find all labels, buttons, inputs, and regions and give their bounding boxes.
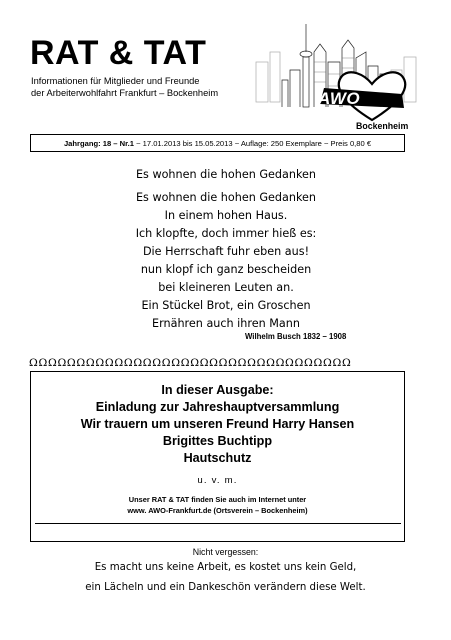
poem-line: bei kleineren Leuten an. bbox=[158, 281, 294, 294]
omega-divider: ΩΩΩΩΩΩΩΩΩΩΩΩΩΩΩΩΩΩΩΩΩΩΩΩΩΩΩΩΩΩΩΩΩΩ bbox=[29, 357, 352, 369]
contents-heading: In dieser Ausgabe: bbox=[161, 383, 274, 397]
newsletter-title: RAT & TAT bbox=[30, 34, 207, 72]
contents-item: Wir trauern um unseren Freund Harry Hansen bbox=[80, 417, 355, 431]
poem-line: Ernähren auch ihren Mann bbox=[152, 317, 300, 330]
poem-line: Ein Stückel Brot, ein Groschen bbox=[141, 299, 311, 312]
issue-number: Jahrgang: 18 – Nr.1 bbox=[63, 139, 134, 148]
closing-line-1: Es macht uns keine Arbeit, es kostet uns kein Geld, bbox=[94, 562, 357, 573]
contents-item: Brigittes Buchtipp bbox=[162, 434, 273, 448]
internet-notice: Unser RAT & TAT finden Sie auch im Internet unter bbox=[128, 495, 307, 504]
poem-heading: Es wohnen die hohen Gedanken bbox=[135, 168, 316, 181]
issue-info-bar bbox=[30, 134, 405, 152]
poem-line: Ich klopfte, doch immer hieß es: bbox=[135, 227, 317, 240]
poem-line: In einem hohen Haus. bbox=[164, 209, 288, 222]
awo-logo-location: Bockenheim bbox=[356, 121, 409, 131]
reminder-label: Nicht vergessen: bbox=[192, 547, 259, 557]
subtitle-line-1: Informationen für Mitglieder und Freunde bbox=[31, 76, 200, 86]
more-text: u. v. m. bbox=[197, 475, 238, 486]
divider-line bbox=[35, 523, 401, 524]
awo-logo-text: AWO bbox=[318, 89, 361, 108]
website-link[interactable]: www. AWO-Frankfurt.de (Ortsverein – Bockenheim) bbox=[127, 506, 308, 515]
contents-item: Hautschutz bbox=[183, 451, 252, 465]
issue-details: ~ 17.01.2013 bis 15.05.2013 ~ Auflage: 250 Exemplare ~ Preis 0,80 € bbox=[134, 139, 372, 148]
poem-author: Wilhelm Busch 1832 – 1908 bbox=[245, 332, 347, 341]
subtitle-line-2: der Arbeiterwohlfahrt Frankfurt – Bockenheim bbox=[31, 88, 219, 98]
closing-line-2: ein Lächeln und ein Dankeschön verändern diese Welt. bbox=[85, 582, 366, 593]
awo-skyline-logo bbox=[254, 22, 426, 134]
contents-item: Einladung zur Jahreshauptversammlung bbox=[95, 400, 340, 414]
poem-line: Es wohnen die hohen Gedanken bbox=[135, 191, 316, 204]
contents-box bbox=[30, 371, 405, 542]
poem-line: nun klopf ich ganz bescheiden bbox=[140, 263, 312, 276]
poem-line: Die Herrschaft fuhr eben aus! bbox=[142, 245, 310, 258]
